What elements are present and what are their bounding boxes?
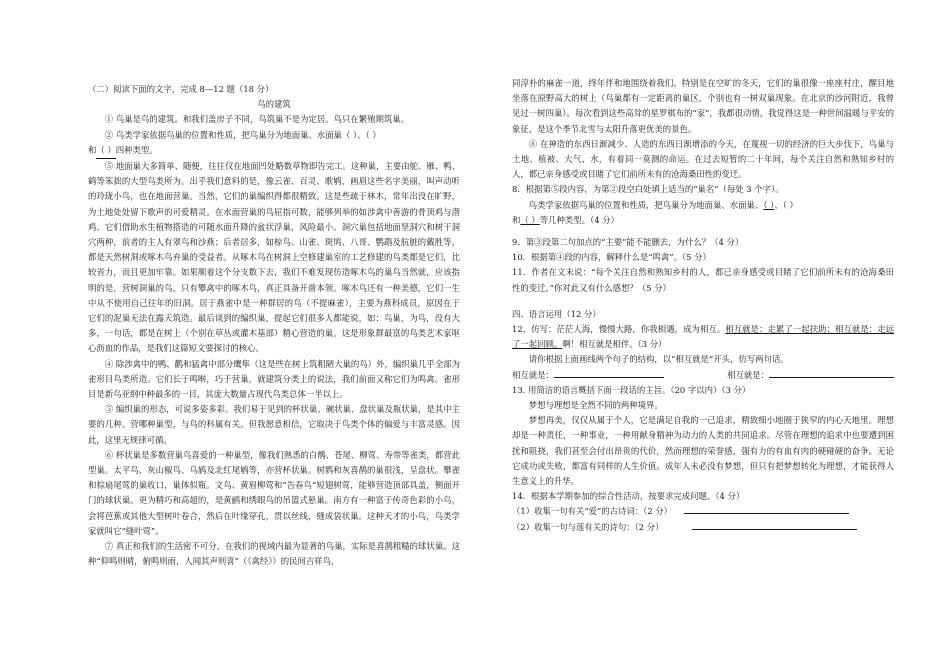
question-14-part-2-text: （2）收集一句与莲有关的诗句：（2 分） (512, 521, 664, 532)
question-12-answer-2[interactable] (727, 368, 894, 383)
answer-2-line[interactable] (769, 368, 894, 378)
left-column (88, 82, 460, 570)
paragraph-6: ⑥ 杯状巢是多数营巢鸟喜爱的一种巢型，像我们熟悉的白鹡、苍尾、柳莺、寿带等雀类，都营此型巢。太平鸟、灰山椒鸟、乌鸫及北红尾鸲等，亦营杯状巢。树鹨和灰喜鹊的巢很浅，呈盘状。攀雀和棕扇尾莺的巢收口，巢体似瓶。文鸟、黄眉柳莺和“告春鸟”短翅树莺，能够营造顶部具盖，侧面开门的球状巢。更为精巧和高超的，是黄鹂和绣眼鸟的吊篮式悬巢。南方有一种富于传奇色彩的小鸟，会将芭蕉或其他大型树叶卷合，然后在叶缘穿孔，贯以丝线，缝成袋状巢。这种天才的小鸟，鸟类学家就叫它“缝叶莺”。 (88, 449, 460, 536)
question-12-answer-1[interactable] (512, 368, 664, 383)
question-12-end: 啊！相互就是相伴。（3 分） (562, 339, 667, 350)
section-4-heading: 四、语言运用（12 分） (512, 308, 601, 319)
paragraph-2-cont (88, 143, 460, 159)
question-12 (512, 322, 894, 352)
paragraph-2: ② 鸟类学家依据鸟巢的位置和性质，把鸟巢分为地面巢、水面巢（ ）、（ ） (104, 129, 381, 140)
question-14-part-1-line[interactable] (684, 504, 849, 514)
paragraph-7: ⑦ 真正和我们的生活密不可分，在我们的视域内最为显著的鸟巢，实际是喜鹊粗糙的球状巢。这种“仰鸣则晴，俯鸣则雨，人闻其声则喜”（《禽经》）的民间吉祥鸟， (88, 541, 460, 567)
answer-1-line[interactable] (554, 368, 664, 378)
right-column (512, 76, 894, 535)
question-14-part-2 (512, 520, 894, 535)
paragraph-2-and: 和 (88, 144, 97, 155)
question-10: 10．根据第④段的内容，解释什么是“鸣禽”。（5 分） (512, 252, 711, 263)
paragraph-2-blank[interactable]: （ ） (96, 143, 115, 159)
question-14: 14．根据本学期参加的综合性活动，按要求完成问题。（4 分） (512, 491, 745, 502)
question-8-text: 鸟类学家依据鸟巢的位置和性质，把鸟巢分为地面巢、水面巢、 (528, 199, 764, 210)
paragraph-5: ⑤ 编织巢的形态，可说多姿多彩。我们易于见到的杯状巢、碗状巢、盘状巢及瓶状巢，是其中主要的几种。营哪种巢型，与鸟的科属有关。但我愿意相信，它取决于鸟类个体的偏爱与丰富灵感。因此，这里无规律可循。 (88, 404, 460, 445)
question-12-underline-2: 相互就是：走远了一起回顾。 (512, 324, 895, 350)
question-12-instruction: 请你根据上面画线两个句子的结构，以“相互就是”开头，仿写两句话。 (528, 354, 789, 365)
article-title: 鸟的建筑 (257, 99, 291, 110)
answer-2-label: 相互就是： (727, 369, 769, 380)
question-12-underline-1: 相互就是：走累了一起扶助； (725, 324, 835, 335)
paragraph-2-tail: 四种类型。 (115, 144, 158, 155)
paragraph-1: ① 鸟巢是鸟的建筑。和我们盖房子不同，鸟筑巢不是为定居。鸟只在繁殖期筑巢。 (104, 114, 409, 125)
question-8-and: 和 (512, 214, 521, 225)
question-12-intro: 12、仿写：茫茫人海，慢慢大路，你我相遇，成为相互。 (512, 324, 726, 335)
question-8-tail: 等几种类型。（4 分） (539, 214, 619, 225)
question-14-part-1 (512, 504, 894, 519)
paragraph-7-cont: 同淳朴的麻雀一道，终年伴和地围绕着我们。特别是在空旷的冬天，它们的巢很像一座座村庄，醒目地坐落在原野高大的树上（鸟巢都有一定距离的巢区，个别也有一树双巢现象。在北京的沙河附近，我曾见过一树四巢）。每次看到这些高耸的星罗棋布的“家”，我都很动情，我觉得这是一种世间温暖与平安的象征，是这个季节北雪与太阳升落更优美的景色。 (512, 78, 894, 134)
question-14-part-1-text: （1）收集一句有关“爱”的古诗词：（2 分） (512, 506, 673, 517)
question-11: 11．作者在文末说：“每个关注自然和熟知乡村的人，都已亲身感受或目睹了它们前所未有的沧海桑田性的变迁。”你对此又有什么感想？（5 分） (512, 267, 894, 293)
question-13: 13. 用简洁的语言概括下面一段话的主旨。（20 字以内）（3 分） (512, 384, 751, 395)
paragraph-8: ⑧ 在神造的东西日渐减少、人造的东西日渐增添的今天，在蔑视一切的经济的巨大步伐下，鸟巢与土地、植被、大气、水，有着同一莫测的命运。在过去短暂的二十年间，每个关注自然和熟知乡村的人，都已亲身感受或目睹了它们前所未有的沧海桑田性的变迁。 (512, 138, 894, 180)
question-8-sep: 、（ ） (774, 199, 798, 210)
question-14-part-2-line[interactable] (692, 520, 857, 530)
question-9: 9．第③段第二句加点的“主要”能不能删去，为什么？（4 分） (512, 237, 744, 248)
question-8-line2 (512, 213, 894, 228)
paragraph-3: ⑤ 地面巢大多简单、随便，往往仅在地面凹处略数草物即告完工。这种巢，主要由鸵、雁、鸭、鹤等笨拙的大型鸟类所为。出乎我们意料的是，像云雀、百灵、歌鸲，画眉这些名字美丽，叫声动听的玲珑小鸟，也在地面营巢。当然，它们的巢编织得都很精致。这是些疏于林木，常年出没在旷野，为土地处处留下歌声的可爱精灵。在水面营巢的鸟屈指可数，能够列举的如涉禽中善游的骨顶鸡与潜鸡。它们借助水生植物搭造的可随水面升降的盆状浮巢，风险最小。洞穴巢包括地面坚洞穴和树干洞穴两种，前者的主人有翠鸟和沙燕；后者居多，如椋鸟、山雀、斑鸠、八哥、鹦鹉及肮脏的戴胜等，都是天然树洞或啄木鸟弃巢的受益者。从啄木鸟在树洞上空修建巢室的工艺修建的鸟类都是它们，比较省力，而且更加牢靠。如果顺着这个分支数下去，我们不难发现仿造啄木鸟的巢鸟当然就，应该指明的是，营树洞巢的鸟，只有攀禽中的啄木鸟，真正具备开凿本领。啄木鸟还有一种美德，它们一生中从不使用自己往年的旧洞。居于燕雀中是一种群居的鸟（不提麻雀），主要为燕科成员，原因在于它们的泥巢无法在露天筑造。最后谈到的编织巢，提起它们很多人都能说，如：鸟巢，为鸟，没有大多，一句话，都是在树上（个别在草丛或灌木基部）精心营造的巢。这是形象群最富的鸟类艺术家呕心沥血的作品，是我们这篇短文要探讨的核心。 (88, 161, 460, 354)
question-12-answers (512, 368, 894, 383)
question-8-blank-1[interactable]: （ ） (763, 199, 775, 210)
answer-1-label: 相互就是： (512, 369, 554, 380)
section-heading: （二）阅读下面的文字，完成 8—12 题（18 分） (88, 84, 274, 94)
question-8-line1 (512, 198, 894, 213)
paragraph-4: ④ 除涉禽中的鸭、鹳和猛禽中部分鹰隼（这是些在树上筑粗陋大巢的鸟）外，编织巢几乎全部为雀形目鸟类所造。它们长于鸣啭，巧于营巢，就建筑分类上的说法，我们前面又称它们为鸣禽。雀形目是新鸟亚纲中种最多的一目，其庞大数量占现代鸟类总体一半以上。 (88, 358, 460, 400)
question-13-passage: 梦想再美，仅仅从属于个人，它是满足自我的一己追求，精致细小地圈于狭窄的内心天地里。理想却是一种责任，一种事业，一种用献身精神为动力的人类的共同追求。尽管在理想的追求中也要遭到困扰和阻挠，我们甚至会付出昂贵的代价，然而理想的荣誉感，强有力的有血有肉的硬碰硬的奋争。无论它成功或失败，都富有同样的人生价值。成年人未必没有梦想，但只有把梦想转化为理想，才能获得人生意义上的升华。 (512, 415, 894, 487)
question-13-heading: 梦想与理想是全然不同的两种境界。 (528, 400, 663, 411)
question-8: 8．根据第⑤段内容，为第②段空白处填上适当的“巢名”（每处 3 个字）。 (512, 184, 784, 195)
question-8-blank-2[interactable]: （ ） (520, 214, 540, 225)
